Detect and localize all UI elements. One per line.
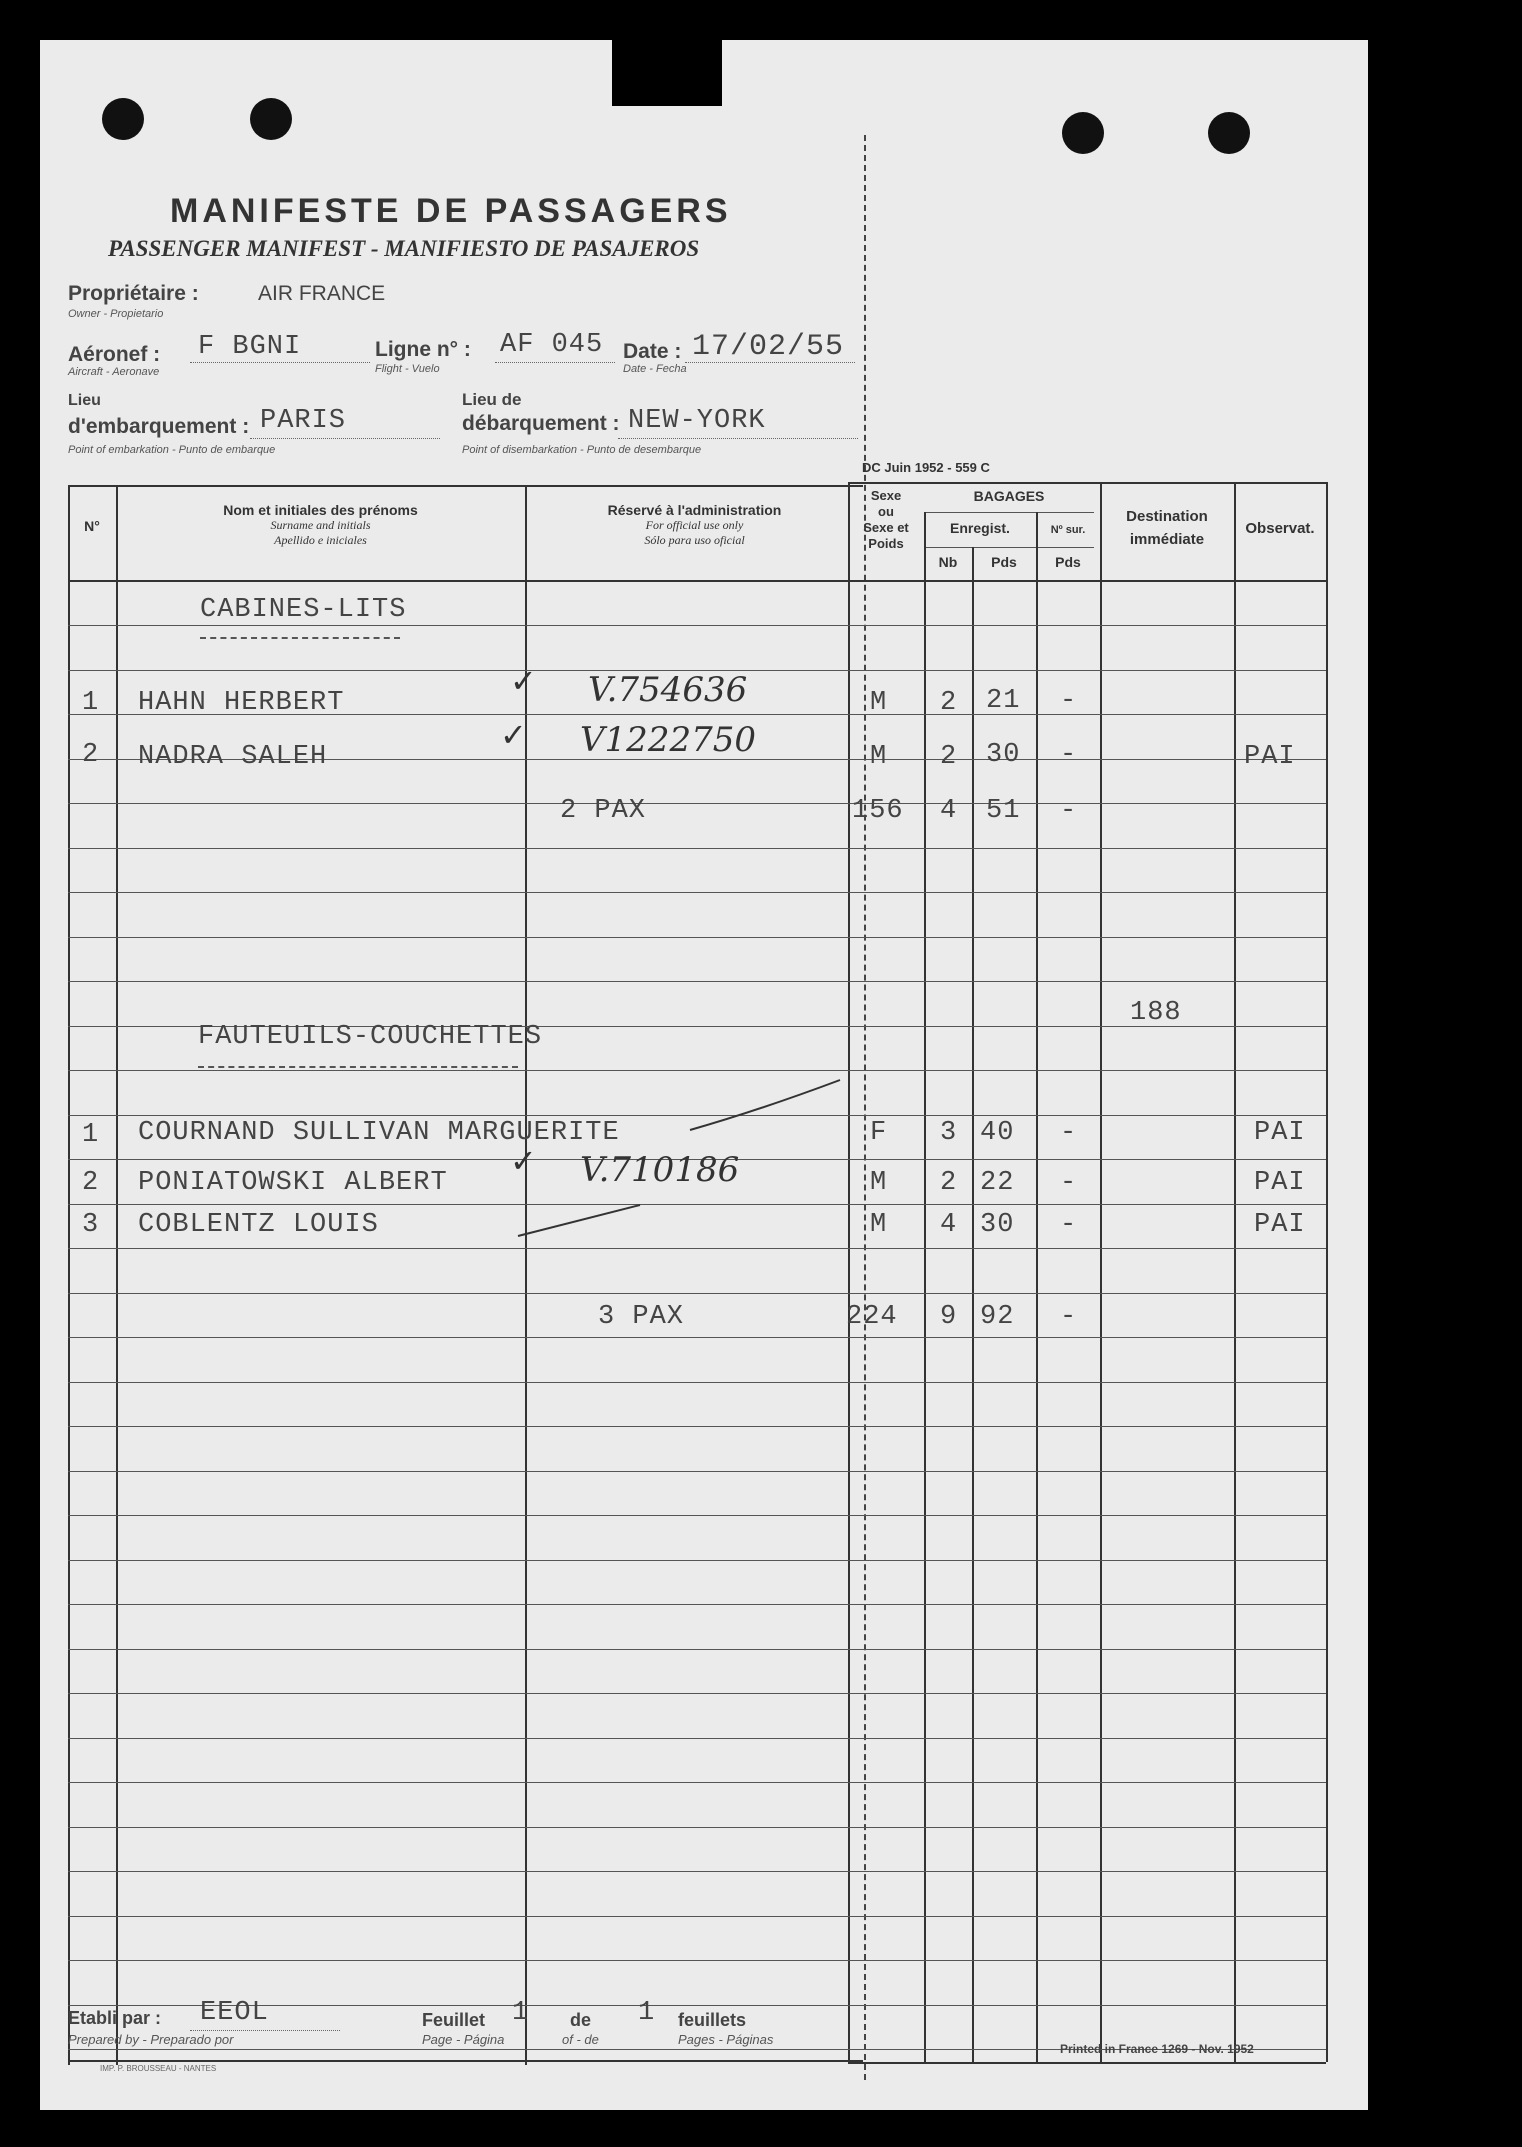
total-weight: 224 (846, 1302, 898, 1332)
page-label: Feuillet (422, 2010, 486, 2030)
row-name: NADRA SALEH (138, 742, 328, 772)
date-value: 17/02/55 (692, 330, 845, 364)
aircraft-label: Aéronef : (68, 343, 161, 366)
row-no: 1 (82, 688, 100, 718)
row-obs: PAI (1254, 1210, 1306, 1240)
row-no: 2 (82, 740, 100, 770)
col-name-sub1: Surname and initials (270, 518, 371, 532)
seat-note: 188 (1130, 998, 1182, 1028)
section-cabins: CABINES-LITS (200, 595, 407, 625)
manifest-sheet (40, 40, 1368, 2110)
col-sex-4: Poids (868, 536, 904, 551)
flight-label: Ligne n° : (375, 338, 471, 361)
row-sex: M (870, 1210, 888, 1240)
section-seats: FAUTEUILS-COUCHETTES (198, 1022, 543, 1052)
check-mark-icon: ✓ (510, 662, 537, 700)
row-sur: - (1060, 1210, 1078, 1240)
dis-value: NEW-YORK (628, 406, 766, 436)
emb-label-2: d'embarquement : (68, 415, 250, 438)
col-name-sub2: Apellido e iniciales (274, 533, 367, 547)
pages-label: feuillets (678, 2010, 747, 2030)
pen-strokes (40, 40, 1368, 2110)
page-title: MANIFESTE DE PASSAGERS (170, 192, 732, 230)
col-enreg: Enregist. (950, 520, 1010, 536)
pages-sub: Pages - Páginas (678, 2032, 774, 2047)
page-sub: Page - Página (422, 2032, 505, 2047)
flight-value: AF 045 (500, 330, 604, 360)
dis-sub: Point of disembarkation - Punto de desembarque (462, 444, 702, 456)
page-subtitle: PASSENGER MANIFEST - MANIFIESTO DE PASAJEROS (108, 236, 700, 261)
col-supp: Nº sur. (1050, 524, 1086, 536)
printer-note: IMP. P. BROUSSEAU - NANTES (100, 2064, 217, 2073)
row-pds: 22 (980, 1168, 1015, 1198)
date-label: Date : (623, 340, 682, 363)
row-pds: 30 (986, 740, 1021, 770)
printed-note: Printed in France 1269 - Nov. 1952 (1060, 2042, 1254, 2056)
row-no: 2 (82, 1168, 100, 1198)
page-value: 1 (512, 1998, 530, 2028)
col-sex-1: Sexe (870, 488, 902, 503)
row-no: 3 (82, 1210, 100, 1240)
row-nb: 2 (940, 688, 958, 718)
row-nb: 2 (940, 1168, 958, 1198)
row-sex: M (870, 688, 888, 718)
col-supp-pds: Pds (1055, 554, 1081, 570)
row-pds: 40 (980, 1118, 1015, 1148)
aircraft-value: F BGNI (198, 332, 302, 362)
col-no: N° (84, 518, 100, 534)
col-bagages: BAGAGES (973, 488, 1045, 504)
date-sub: Date - Fecha (623, 363, 687, 375)
owner-sub: Owner - Propietario (68, 308, 164, 320)
row-sex: M (870, 1168, 888, 1198)
row-sur: - (1060, 1168, 1078, 1198)
dis-label-1: Lieu de (462, 390, 522, 409)
of-value: 1 (638, 1998, 656, 2028)
row-obs: PAI (1254, 1168, 1306, 1198)
col-pds: Pds (991, 554, 1017, 570)
col-sex-2: ou (878, 504, 894, 519)
total-weight: 156 (852, 796, 904, 826)
row-admin: V.754636 (588, 670, 748, 710)
col-nb: Nb (938, 554, 958, 570)
col-admin-label: Réservé à l'administration (607, 502, 782, 518)
dis-label-2: débarquement : (462, 412, 620, 435)
col-admin-sub1: For official use only (645, 518, 744, 532)
total-nb: 4 (940, 796, 958, 826)
row-pds: 21 (986, 686, 1021, 716)
total-sur: - (1060, 1302, 1078, 1332)
check-mark-icon: ✓ (500, 716, 527, 754)
flight-sub: Flight - Vuelo (375, 363, 440, 375)
total-sur: - (1060, 796, 1078, 826)
row-admin: V1222750 (580, 720, 756, 760)
emb-label-1: Lieu (68, 392, 101, 409)
form-code: DC Juin 1952 - 559 C (862, 460, 990, 475)
row-name: HAHN HERBERT (138, 688, 345, 718)
row-obs: PAI (1254, 1118, 1306, 1148)
row-no: 1 (82, 1120, 100, 1150)
row-nb: 3 (940, 1118, 958, 1148)
prepared-label: Etabli par : (68, 2008, 162, 2028)
total-pds: 51 (986, 796, 1021, 826)
row-pds: 30 (980, 1210, 1015, 1240)
of-label: de (570, 2010, 592, 2030)
row-name: PONIATOWSKI ALBERT (138, 1168, 448, 1198)
row-sex: F (870, 1118, 888, 1148)
row-sur: - (1060, 686, 1078, 716)
owner-value: AIR FRANCE (258, 282, 386, 305)
row-nb: 2 (940, 742, 958, 772)
row-nb: 4 (940, 1210, 958, 1240)
aircraft-sub: Aircraft - Aeronave (68, 366, 160, 378)
emb-sub: Point of embarkation - Punto de embarque (68, 444, 276, 456)
owner-label: Propriétaire : (68, 282, 199, 305)
total-nb: 9 (940, 1302, 958, 1332)
col-admin-sub2: Sólo para uso oficial (644, 533, 745, 547)
row-name: COURNAND SULLIVAN MARGUERITE (138, 1118, 620, 1148)
row-sex: M (870, 742, 888, 772)
total-pds: 92 (980, 1302, 1015, 1332)
total-label: 2 PAX (560, 796, 647, 826)
col-dest-1: Destination (1126, 508, 1208, 525)
row-sur: - (1060, 740, 1078, 770)
of-sub: of - de (562, 2032, 599, 2047)
row-admin: V.710186 (580, 1150, 740, 1190)
row-name: COBLENTZ LOUIS (138, 1210, 379, 1240)
prepared-value: EEOL (200, 1998, 269, 2028)
col-name-label: Nom et initiales des prénoms (223, 502, 418, 518)
row-obs: PAI (1244, 742, 1296, 772)
check-mark-icon: ✓ (510, 1142, 537, 1180)
col-sex-3: Sexe et (863, 520, 909, 535)
row-sur: - (1060, 1118, 1078, 1148)
col-observ: Observat. (1245, 520, 1315, 537)
col-dest-2: immédiate (1129, 531, 1205, 548)
emb-value: PARIS (260, 406, 347, 436)
prepared-sub: Prepared by - Preparado por (68, 2032, 234, 2047)
total-label: 3 PAX (598, 1302, 685, 1332)
